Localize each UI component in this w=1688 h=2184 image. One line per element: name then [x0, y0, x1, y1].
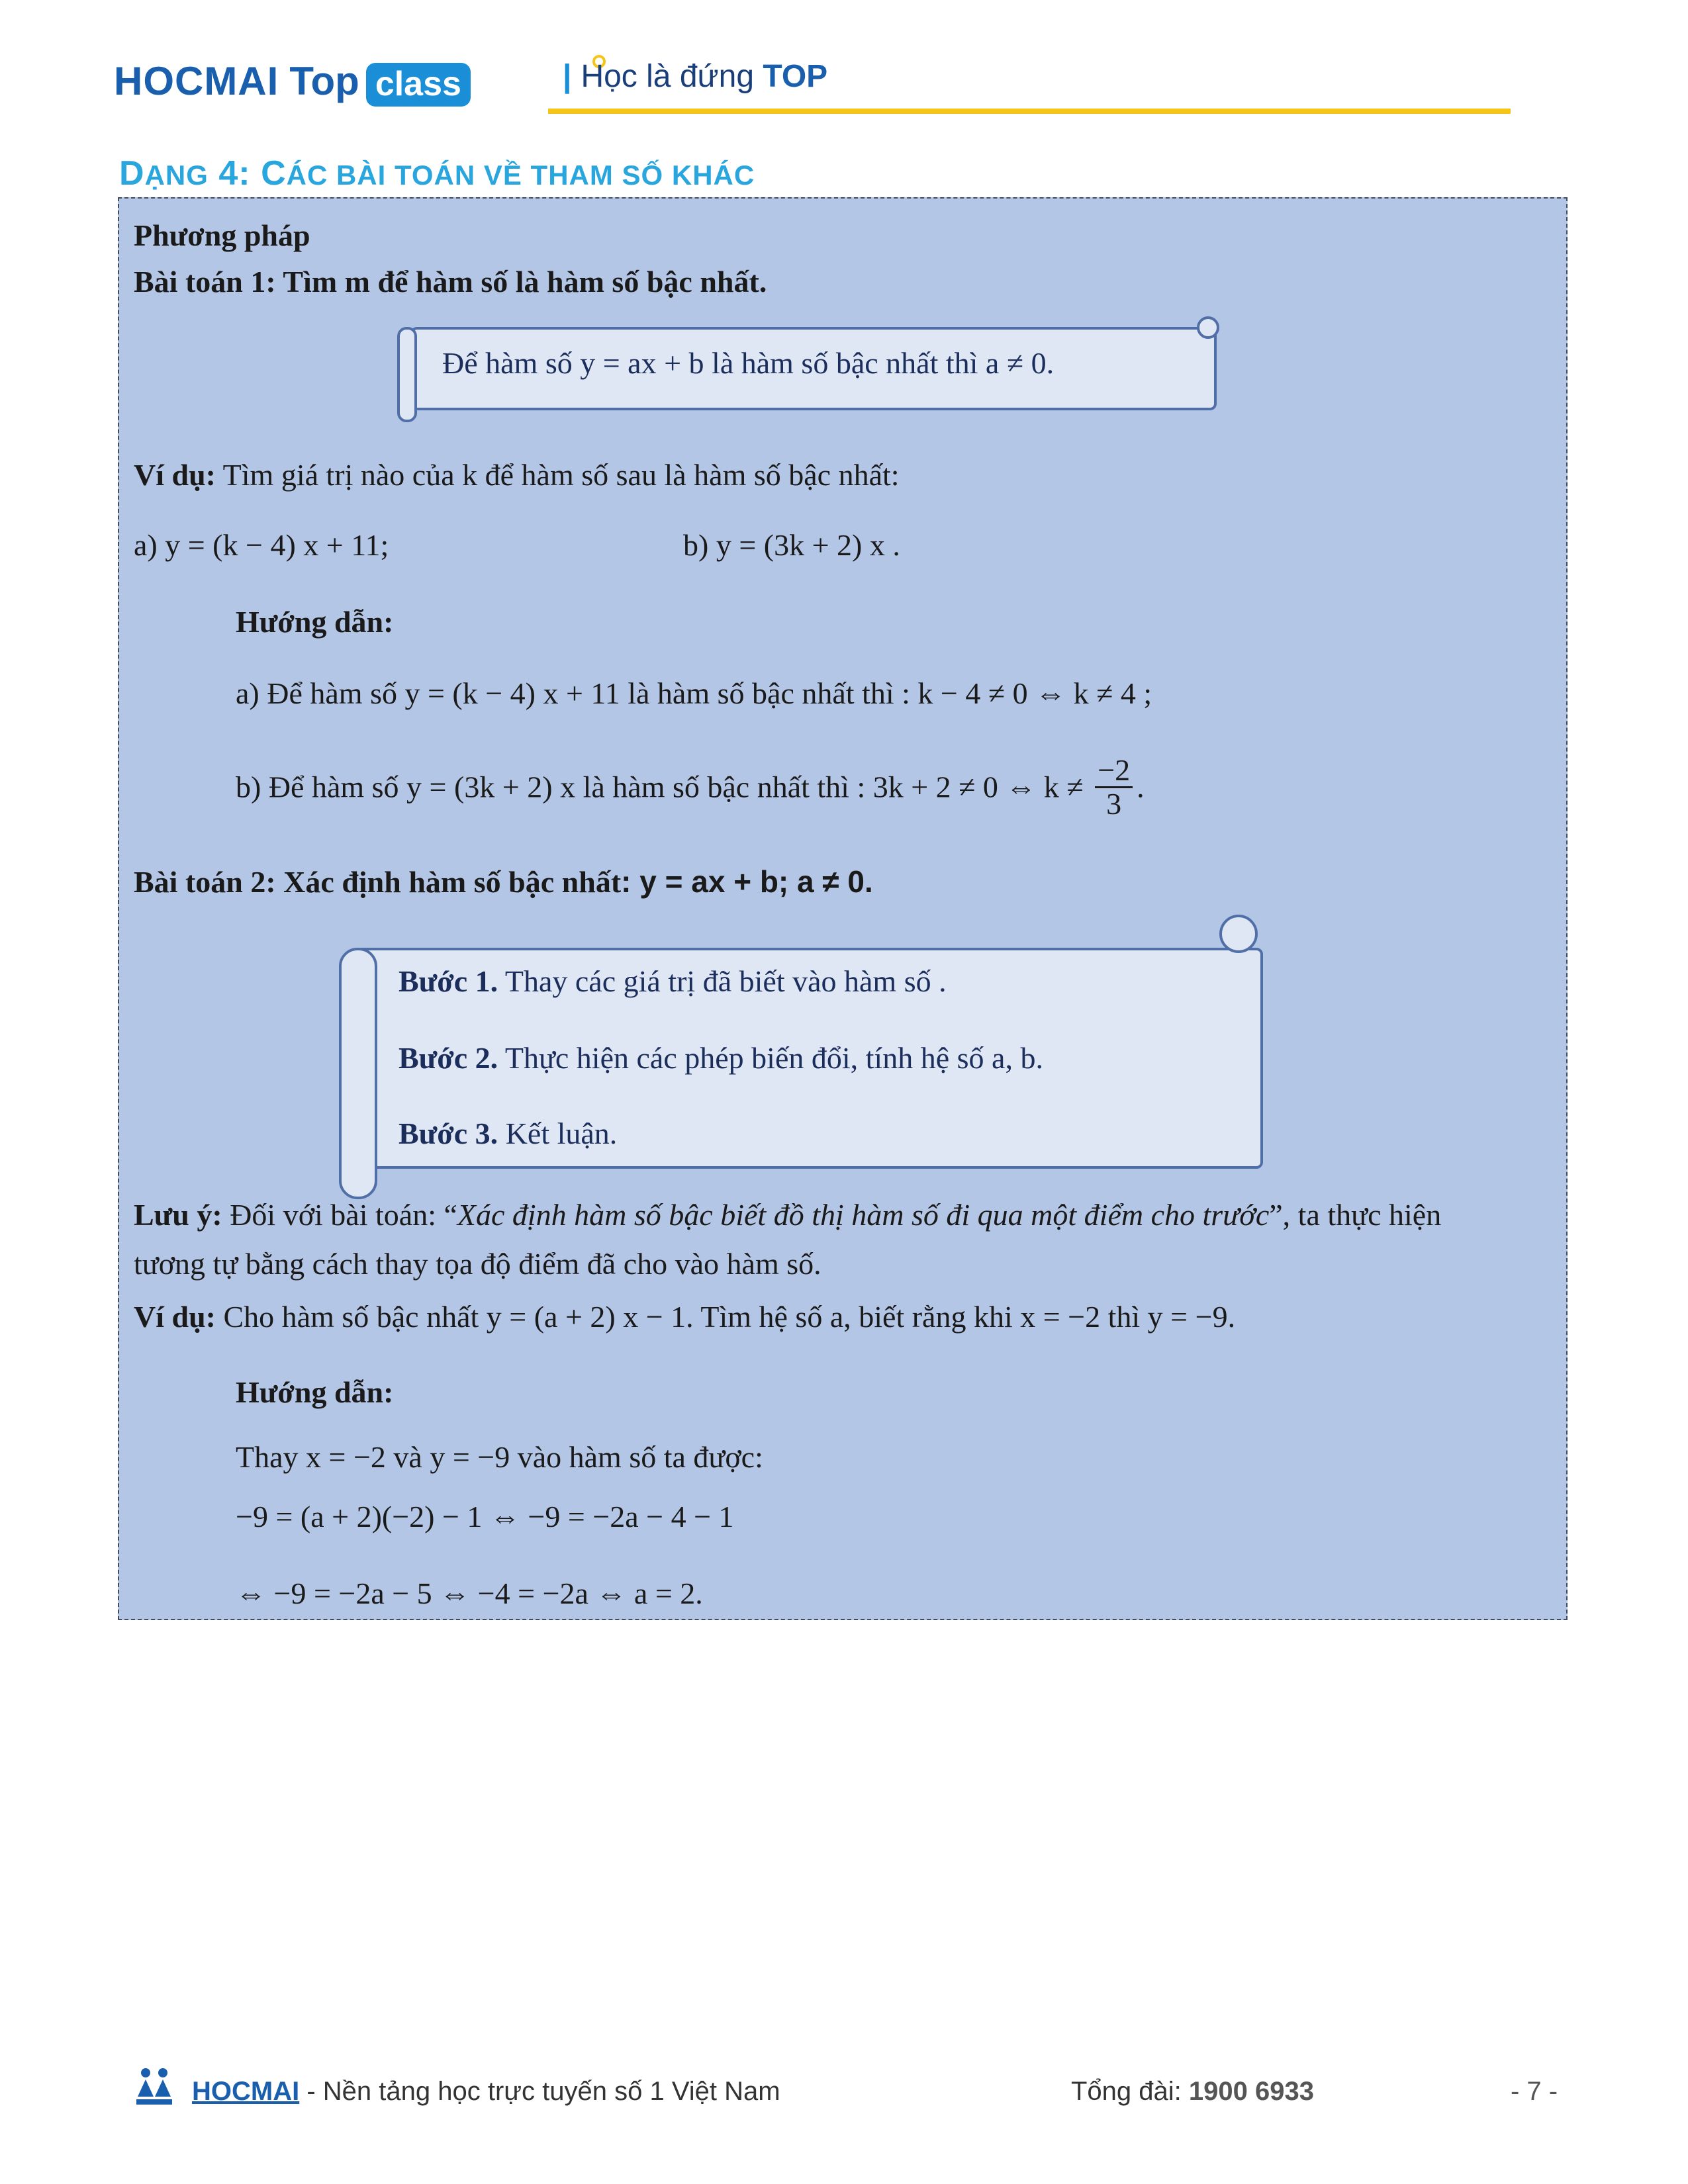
guide1-a: a) Để hàm số y = (k − 4) x + 11 là hàm số bậc nhất thì : k − 4 ≠ 0 ⇔ k ≠ 4 ; — [236, 676, 1152, 710]
header-tagline: | Học là đứng TOP — [563, 59, 828, 94]
guide2-line3: ⇔ −9 = −2a − 5 ⇔ −4 = −2a ⇔ a = 2. — [236, 1576, 703, 1610]
guide1-heading: Hướng dẫn: — [236, 605, 394, 639]
method-heading: Phương pháp — [134, 218, 310, 252]
footer-brand-link[interactable]: HOCMAI — [192, 2077, 300, 2106]
example1: Ví dụ: Tìm giá trị nào của k để hàm số sau là hàm số bậc nhất: — [134, 458, 900, 492]
example1-a: a) y = (k − 4) x + 11; — [134, 528, 389, 562]
logo-hocmai-text: HOCMAI — [114, 58, 279, 103]
problem1-heading: Bài toán 1: Tìm m để hàm số là hàm số bậc nhất. — [134, 265, 767, 298]
guide1-b: b) Để hàm số y = (3k + 2) x là hàm số bậc nhất thì : 3k + 2 ≠ 0 ⇔ k ≠ $\frac{-2}{3}$ . — [236, 753, 1145, 821]
step3: Bước 3. Kết luận. — [399, 1116, 618, 1150]
fraction-minus-two-thirds: $\frac{-2}{3}$ — [1095, 754, 1133, 820]
guide2-heading: Hướng dẫn: — [236, 1375, 394, 1409]
header-divider — [548, 109, 1511, 114]
scroll2-curl-right — [1219, 915, 1258, 953]
step2: Bước 2. Thực hiện các phép biến đổi, tính hệ số a, b. — [399, 1041, 1043, 1075]
tagline-prefix: Học là đứng — [581, 59, 755, 94]
footer-left: HOCMAI - Nền tảng học trực tuyến số 1 Việt Nam — [192, 2077, 780, 2106]
logo-class-badge: class — [366, 63, 471, 107]
scroll-curl-right — [1197, 316, 1219, 339]
scroll2-curl-left — [339, 948, 377, 1199]
problem2-heading: Bài toán 2: Xác định hàm số bậc nhất: y = ax + b; a ≠ 0. — [134, 864, 873, 899]
page-number: - 7 - — [1511, 2077, 1558, 2106]
scroll1-text: Để hàm số y = ax + b là hàm số bậc nhất thì a ≠ 0. — [442, 346, 1055, 380]
note-line1: Lưu ý: Đối với bài toán: “Xác định hàm số bậc biết đồ thị hàm số đi qua một điểm cho trước”, ta thực hiện — [134, 1198, 1442, 1232]
example1-b: b) y = (3k + 2) x . — [683, 528, 900, 562]
footer-hotline: Tổng đài: 1900 6933 — [1071, 2077, 1314, 2106]
guide2-line2: −9 = (a + 2)(−2) − 1 ⇔ −9 = −2a − 4 − 1 — [236, 1500, 734, 1533]
step1: Bước 1. Thay các giá trị đã biết vào hàm số . — [399, 964, 947, 998]
hocmai-topclass-logo — [114, 54, 471, 107]
guide2-line1: Thay x = −2 và y = −9 vào hàm số ta được: — [236, 1440, 763, 1474]
example2: Ví dụ: Cho hàm số bậc nhất y = (a + 2) x − 1. Tìm hệ số a, biết rằng khi x = −2 thì y = −9. — [134, 1300, 1236, 1334]
scroll-curl-left — [397, 327, 417, 422]
section-title: DẠNG 4: CÁC BÀI TOÁN VỀ THAM SỐ KHÁC — [119, 154, 755, 193]
hocmai-footer-icon — [132, 2066, 176, 2107]
logo-top-text: Top — [289, 58, 359, 103]
tagline-top: TOP — [763, 59, 828, 94]
note-line2: tương tự bằng cách thay tọa độ điểm đã cho vào hàm số. — [134, 1247, 821, 1281]
